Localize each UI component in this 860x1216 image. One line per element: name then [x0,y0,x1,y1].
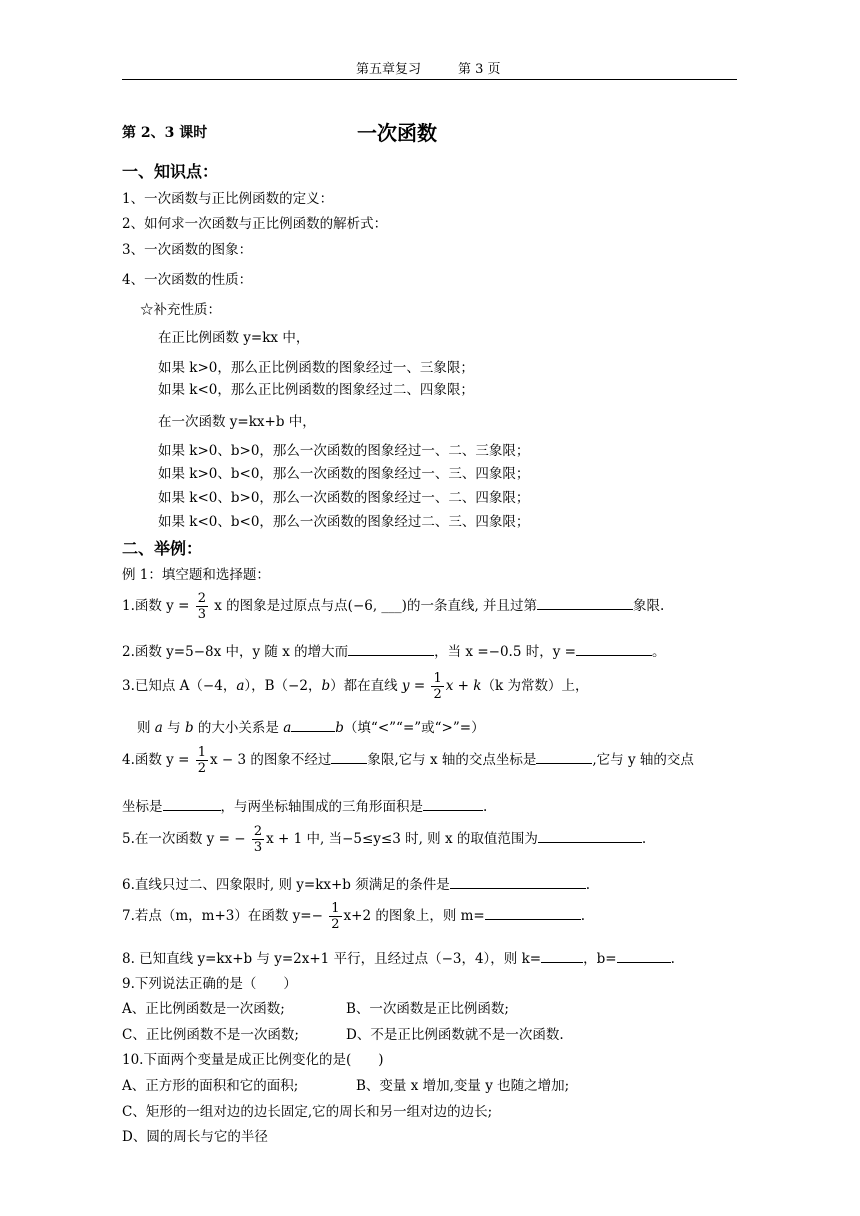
section1-heading: 一、知识点： [122,162,219,181]
q3-l2-d: （填“<”“=”或“>”=） [343,720,485,736]
q4-body-3: ,它与 y 轴的交点 [592,752,694,768]
prop-line-2: 如果 k<0，那么正比例函数的图象经过二、四象限； [158,382,474,398]
q3-prefix: 3.已知点 A（−4， [122,678,237,694]
q3-frac-num: 1 [433,671,442,686]
q3-l2-var-b: b [184,720,194,736]
q5-blank [538,830,642,843]
q2-blank-2 [576,643,652,656]
q3-l2-a: 则 [137,720,151,736]
q8-blank-2 [617,950,671,963]
q9-option-d: D、不是正比例函数就不是一次函数. [346,1027,564,1043]
q1-frac-den: 3 [197,607,206,622]
knowledge-item-4: 4、一次函数的性质： [122,272,253,288]
q3-var-b: b [321,678,331,694]
q7-frac-den: 2 [331,917,340,932]
q8-blank-1 [541,950,583,963]
knowledge-item-2: 2、如何求一次函数与正比例函数的解析式： [122,216,388,232]
q1-suffix: 象限. [633,598,665,614]
q3-frac-den: 2 [433,687,442,702]
linear-line-4: 如果 k<0、b<0，那么一次函数的图象经过二、三、四象限； [158,514,530,530]
q4-blank-2 [536,751,592,764]
q1-blank [537,597,633,610]
header-page: 第 3 页 [458,62,501,77]
page-title: 一次函数 [357,121,437,145]
q4-l2-c: . [483,799,488,815]
question-4-line-2 [122,795,487,815]
q10-option-a: A、正方形的面积和它的面积; [122,1078,299,1094]
q5-prefix: 5.在一次函数 y = − [122,831,246,847]
question-3 [122,670,588,702]
q5-suffix: . [641,831,647,847]
linear-intro: 在一次函数 y=kx+b 中， [158,414,316,430]
q1-frac-num: 2 [197,591,206,606]
q7-blank [485,907,581,920]
q3-l2-b: 与 [167,720,181,736]
q3-eq-plus: + [457,678,469,694]
question-3-line-2 [137,716,485,736]
q1-prefix: 1.函数 y = [122,598,190,614]
section2-heading: 二、举例： [122,539,203,558]
q6-blank [450,876,586,889]
q3-mid-2: ）都在直线 [330,678,398,694]
q2-suffix: 。 [651,644,666,660]
question-9-stem: 9.下列说法正确的是（ ） [122,976,297,992]
lesson-label: 第 2、3 课时 [122,125,208,141]
q5-frac-den: 3 [253,840,263,855]
q4-prefix: 4.函数 y = [122,752,190,768]
question-7 [122,900,585,932]
supplement-title: ☆补充性质： [140,302,221,318]
prop-line-1: 如果 k>0，那么正比例函数的图象经过一、三象限； [158,360,474,376]
q6-prefix: 6.直线只过二、四象限时, 则 y=kx+b 须满足的条件是 [122,877,450,893]
q3-eq-equals: = [413,678,426,694]
q7-fraction [329,902,341,931]
q4-body-2: 象限,它与 x 轴的交点坐标是 [367,752,537,768]
linear-line-1: 如果 k>0、b>0，那么一次函数的图象经过一、二、三象限； [158,443,530,459]
q9-option-c: C、正比例函数不是一次函数; [122,1027,299,1043]
header-chapter: 第五章复习 [356,62,422,77]
q3-eq-y: y [401,678,410,694]
q7-body: x+2 的图象上，则 m= [343,908,485,924]
question-1 [122,590,664,622]
question-4 [122,744,694,776]
q3-l2-var-a: a [154,720,163,736]
q3-mid-1: ），B（−2， [244,678,322,694]
question-6 [122,873,590,893]
q8-body: ，b= [583,951,617,967]
q4-blank-3 [163,798,221,811]
question-5 [122,823,646,855]
q9-option-a: A、正比例函数是一次函数; [122,1001,285,1017]
q6-suffix: . [585,877,591,893]
q7-suffix: . [580,908,586,924]
q3-suffix: （k 为常数）上， [481,678,589,694]
q4-fraction [196,746,208,775]
q5-body: x + 1 中, 当−5≤y≤3 时, 则 x 的取值范围为 [266,831,538,847]
knowledge-item-3: 3、一次函数的图象： [122,242,253,258]
q3-var-a: a [236,678,245,694]
q3-fraction [431,672,443,701]
q4-l2-a: 坐标是 [122,799,163,815]
q1-fraction [196,592,208,621]
q5-frac-num: 2 [253,824,263,839]
question-2 [122,640,665,660]
prop-intro: 在正比例函数 y=kx 中， [158,330,310,346]
q10-option-c: C、矩形的一组对边的边长固定,它的周长和另一组对边的边长; [122,1104,493,1120]
q2-blank-1 [348,643,434,656]
q3-eq-k: k [473,678,482,694]
header-rule [122,79,737,80]
q8-prefix: 8. 已知直线 y=kx+b 与 y=2x+1 平行，且经过点（−3，4），则 k= [122,951,542,967]
q10-option-b: B、变量 x 增加,变量 y 也随之增加; [356,1078,570,1094]
knowledge-item-1: 1、一次函数与正比例函数的定义： [122,191,334,207]
question-8 [122,947,675,967]
q4-blank-4 [423,798,483,811]
q3-eq-x: x [445,678,454,694]
linear-line-3: 如果 k<0、b>0，那么一次函数的图象经过一、二、四象限； [158,490,530,506]
q8-suffix: . [670,951,675,967]
q3-l2-var-b2: b [335,720,344,736]
q9-option-b: B、一次函数是正比例函数; [346,1001,509,1017]
q10-option-d: D、圆的周长与它的半径 [122,1129,268,1145]
q4-blank-1 [331,751,367,764]
linear-line-2: 如果 k>0、b<0，那么一次函数的图象经过一、三、四象限； [158,466,530,482]
q3-l2-c: 的大小关系是 [197,720,279,736]
q5-fraction [252,825,264,854]
q2-body: ，当 x =−0.5 时，y = [434,644,576,660]
q4-body-1: x − 3 的图象不经过 [209,752,332,768]
q4-l2-b: ，与两坐标轴围成的三角形面积是 [220,799,423,815]
question-10-stem: 10.下面两个变量是成正比例变化的是( ) [122,1052,384,1068]
q4-frac-num: 1 [197,745,206,760]
q3-l2-var-a2: a [283,720,292,736]
example-intro: 例 1：填空题和选择题： [122,567,270,583]
q4-frac-den: 2 [197,761,206,776]
q1-body: x 的图象是过原点与点(−6, ___)的一条直线, 并且过第 [214,598,538,614]
q7-frac-num: 1 [331,901,340,916]
q3-blank [291,719,335,732]
q7-prefix: 7.若点（m，m+3）在函数 y=− [122,908,323,924]
q2-prefix: 2.函数 y=5−8x 中，y 随 x 的增大而 [122,644,349,660]
